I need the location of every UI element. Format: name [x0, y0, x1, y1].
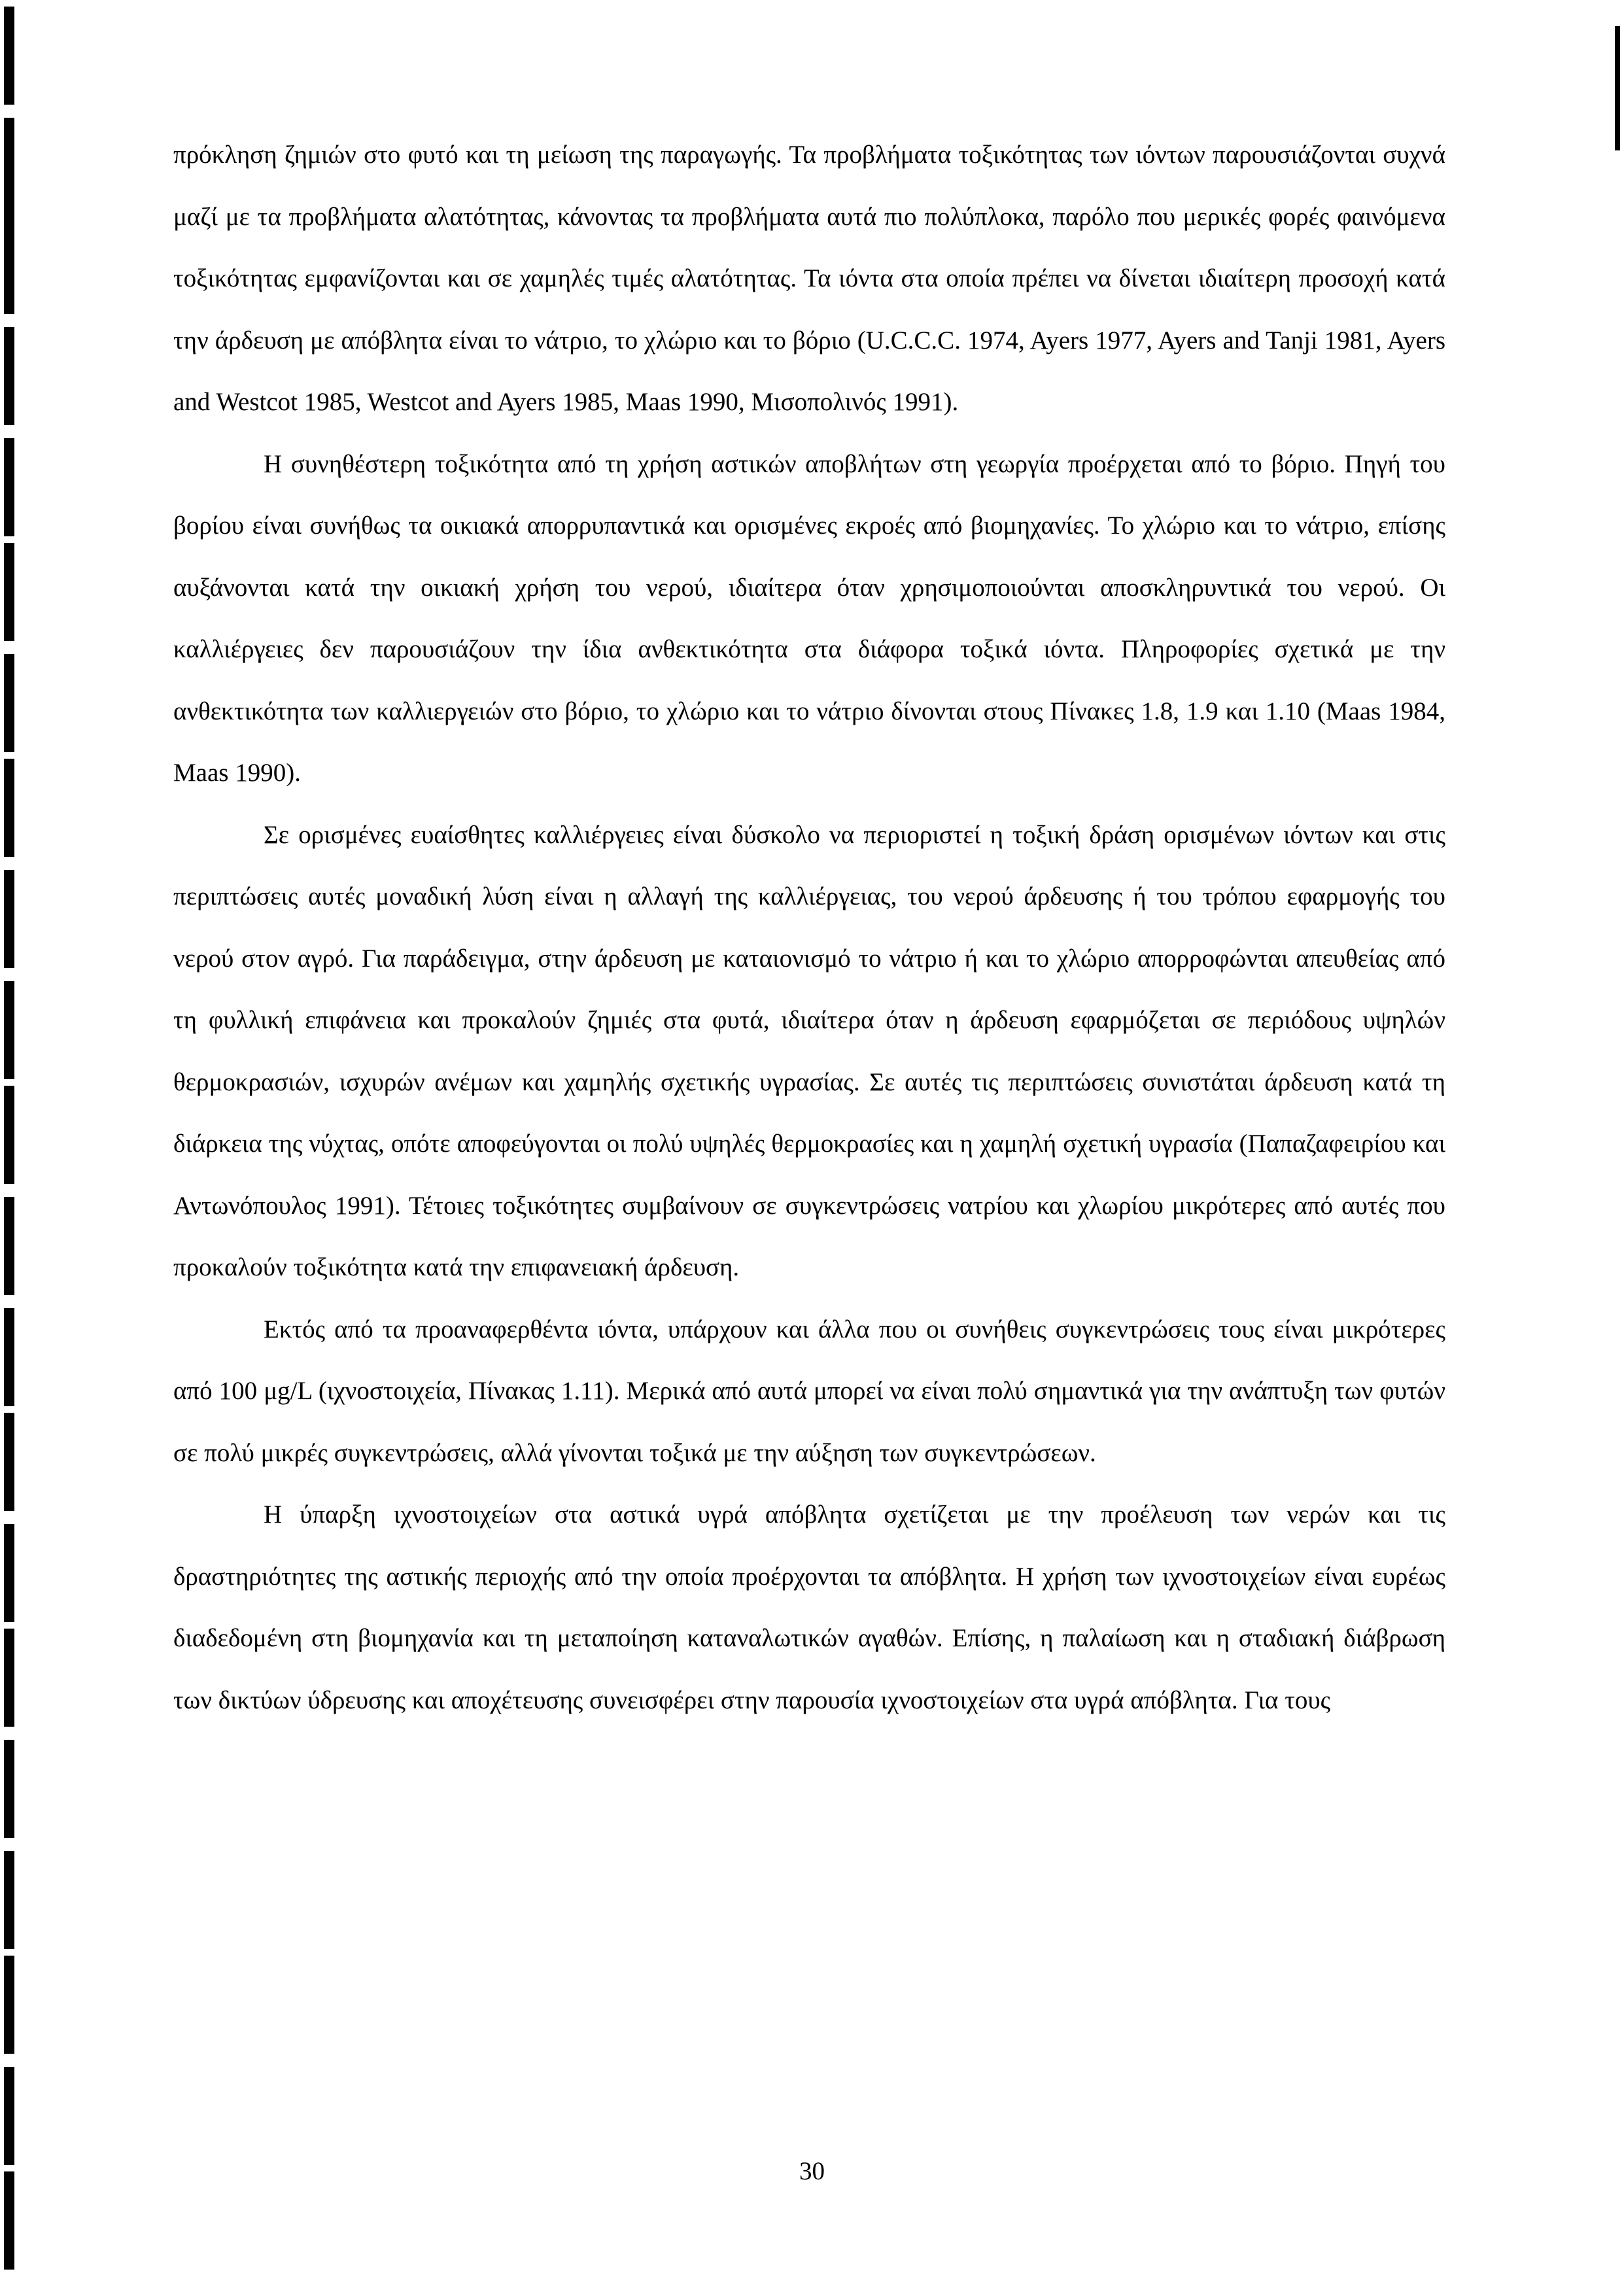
paragraph: Η ύπαρξη ιχνοστοιχείων στα αστικά υγρά απόβλητα σχετίζεται με την προέλευση των νερών και τις δραστηριότητες της αστικής περιοχής από την οποία προέρχονται τα απόβλητα. Η χρήση των ιχνοστοιχείων είναι ευρέως διαδεδομένη στη βιομηχανία και τη μεταποίηση καταναλωτικών αγαθών. Επίσης, η παλαίωση και η σταδιακή διάβρωση των δικτύων ύδρευσης και αποχέτευσης συνεισφέρει στην παρουσία ιχνοστοιχείων στα υγρά απόβλητα. Για τους: [173, 1500, 1445, 1714]
binding-mark: [4, 1740, 14, 1838]
binding-mark: [4, 327, 14, 425]
scan-edge-mark: [1615, 26, 1620, 150]
binding-mark: [4, 981, 14, 1079]
binding-mark: [4, 1086, 14, 1184]
binding-mark: [4, 1629, 14, 1727]
binding-mark: [4, 2067, 14, 2165]
binding-mark: [4, 216, 14, 314]
binding-mark: [4, 1197, 14, 1295]
binding-mark: [4, 543, 14, 641]
binding-mark: [4, 1851, 14, 1949]
binding-mark: [4, 1956, 14, 2054]
paragraph: Σε ορισμένες ευαίσθητες καλλιέργειες είναι δύσκολο να περιοριστεί η τοξική δράση ορισμένων ιόντων και στις περιπτώσεις αυτές μοναδική λύση είναι η αλλαγή της καλλιέργειας, του νερού άρδευσης ή του τρόπου εφαρμογής του νερού στον αγρό. Για παράδειγμα, στην άρδευση με καταιονισμό το νάτριο ή και το χλώριο απορροφώνται απευθείας από τη φυλλική επιφάνεια και προκαλούν ζημιές στα φυτά, ιδιαίτερα όταν η άρδευση εφαρμόζεται σε περιόδους υψηλών θερμοκρασιών, ισχυρών ανέμων και χαμηλής σχετικής υγρασίας. Σε αυτές τις περιπτώσεις συνιστάται άρδευση κατά τη διάρκεια της νύχτας, οπότε αποφεύγονται οι πολύ υψηλές θερμοκρασίες και η χαμηλή σχετική υγρασία (Παπαζαφειρίου και Αντωνόπουλος 1991). Τέτοιες τοξικότητες συμβαίνουν σε συγκεντρώσεις νατρίου και χλωρίου μικρότερες από αυτές που προκαλούν τοξικότητα κατά την επιφανειακή άρδευση.: [173, 820, 1445, 1281]
binding-mark: [4, 1524, 14, 1622]
binding-mark: [4, 438, 14, 536]
binding-mark: [4, 870, 14, 968]
page-number: 30: [799, 2157, 825, 2185]
paragraph: Η συνηθέστερη τοξικότητα από τη χρήση αστικών αποβλήτων στη γεωργία προέρχεται από το βόριο. Πηγή του βορίου είναι συνήθως τα οικιακά απορρυπαντικά και ορισμένες εκροές από βιομηχανίες. Το χλώριο και το νάτριο, επίσης αυξάνονται κατά την οικιακή χρήση του νερού, ιδιαίτερα όταν χρησιμοποιούνται αποσκληρυντικά του νερού. Οι καλλιέργειες δεν παρουσιάζουν την ίδια ανθεκτικότητα στα διάφορα τοξικά ιόντα. Πληροφορίες σχετικά με την ανθεκτικότητα των καλλιεργειών στο βόριο, το χλώριο και το νάτριο δίνονται στους Πίνακες 1.8, 1.9 και 1.10 (Maas 1984, Maas 1990).: [173, 449, 1445, 787]
binding-mark: [4, 654, 14, 752]
paragraph: πρόκληση ζημιών στο φυτό και τη μείωση της παραγωγής. Τα προβλήματα τοξικότητας των ιόντων παρουσιάζονται συχνά μαζί με τα προβλήματα αλατότητας, κάνοντας τα προβλήματα αυτά πιο πολύπλοκα, παρόλο που μερικές φορές φαινόμενα τοξικότητας εμφανίζονται και σε χαμηλές τιμές αλατότητας. Τα ιόντα στα οποία πρέπει να δίνεται ιδιαίτερη προσοχή κατά την άρδευση με απόβλητα είναι το νάτριο, το χλώριο και το βόριο (U.C.C.C. 1974, Ayers 1977, Ayers and Tanji 1981, Ayers and Westcot 1985, Westcot and Ayers 1985, Maas 1990, Μισοπολινός 1991).: [173, 141, 1445, 416]
binding-mark: [4, 1413, 14, 1511]
binding-mark: [4, 118, 14, 216]
paragraph: Εκτός από τα προαναφερθέντα ιόντα, υπάρχουν και άλλα που οι συνήθεις συγκεντρώσεις τους είναι μικρότερες από 100 μg/L (ιχνοστοιχεία, Πίνακας 1.11). Μερικά από αυτά μπορεί να είναι πολύ σημαντικά για την ανάπτυξη των φυτών σε πολύ μικρές συγκεντρώσεις, αλλά γίνονται τοξικά με την αύξηση των συγκεντρώσεων.: [173, 1315, 1445, 1467]
binding-mark: [4, 759, 14, 857]
binding-mark: [4, 7, 14, 105]
scan-binding-marks: [0, 0, 20, 2282]
binding-mark: [4, 1308, 14, 1406]
page-body: [173, 124, 1445, 1731]
